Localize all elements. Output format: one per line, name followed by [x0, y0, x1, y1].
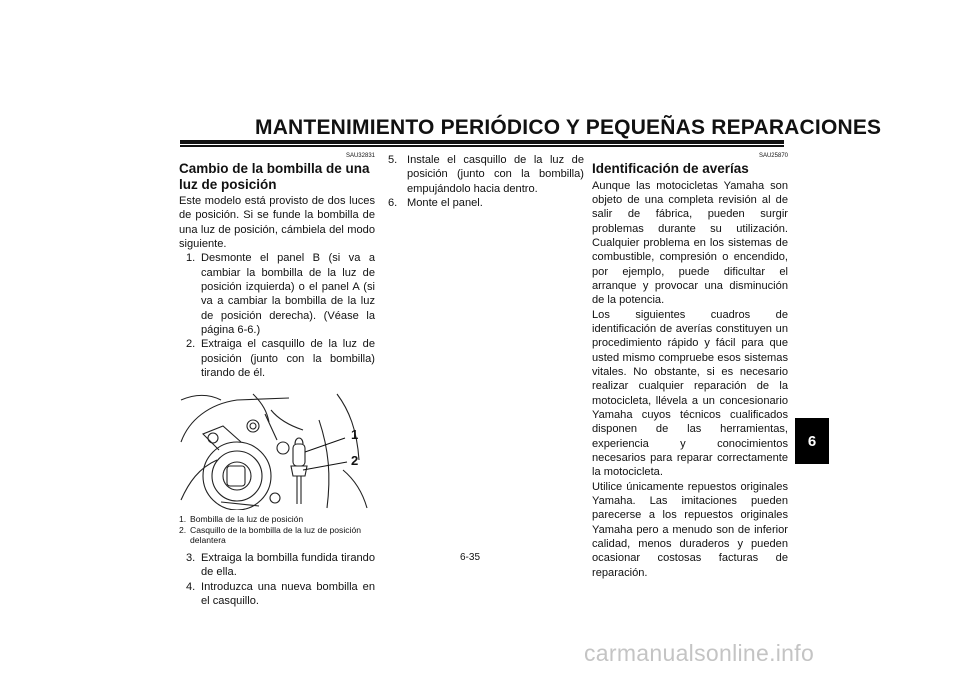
column-middle: [388, 153, 584, 210]
section-heading: Cambio de la bombilla de una luz de posición: [179, 161, 370, 192]
paragraph: Utilice únicamente repuestos originales Yamaha. Las imitaciones pueden parecerse a los repuestos originales Yamaha pero a menudo son de inferior calidad, menos duraderos y pueden ocasionar costosas facturas de reparación.: [592, 480, 788, 579]
step-number: 5.: [388, 154, 398, 166]
caption-item: [179, 525, 375, 546]
steps-list: [179, 251, 375, 380]
step-text: Introduzca una nueva bombilla en el casquillo.: [201, 580, 375, 607]
chapter-tab[interactable]: 6: [795, 418, 829, 464]
bulb-socket-drawing: [179, 390, 375, 510]
step-item: [388, 153, 584, 196]
step-text: Monte el panel.: [407, 197, 483, 210]
header-rule-thick: [180, 140, 784, 144]
step-text: Extraiga la bombilla fundida tirando de ella.: [201, 551, 375, 579]
step-number: 4.: [186, 580, 196, 593]
figure-captions: [179, 514, 375, 546]
step-item: [388, 196, 584, 210]
paragraph: Aunque las motocicletas Yamaha son objeto de una completa revisión al de salir de fábrica, pueden surgir problemas durante su utilización. Cualquier problema en los sistemas de combustible, compresión o encendido, por ejemplo, puede dificultar el arranque y provocar una disminución de la potencia.: [592, 179, 788, 307]
step-number: 1.: [186, 252, 196, 265]
callout-1: 1: [351, 427, 359, 443]
step-number: 2.: [186, 338, 196, 351]
section-intro: Este modelo está provisto de dos luces de posición. Si se funde la bombilla de una luz de posición, cámbiela del modo siguiente.: [179, 195, 375, 251]
bulb-illustration: [179, 390, 375, 510]
caption-number: 1.: [179, 514, 187, 525]
section-code: SAU25870: [758, 153, 788, 159]
page-number: 6-35: [460, 552, 481, 563]
step-item: [179, 580, 375, 609]
step-item: [179, 251, 375, 337]
section-code: SAU32831: [345, 153, 375, 159]
column-left: [179, 152, 375, 608]
step-text: Extraiga el casquillo de la luz de posición (junto con la bombilla) tirando de él.: [201, 338, 375, 380]
header-rule-thin: [180, 145, 784, 147]
paragraph: Los siguientes cuadros de identificación de averías constituyen un procedimiento rápido y fácil para que usted mismo compruebe esos sistemas vitales. No obstante, si es necesario realizar cualquier reparación de la motocicleta, llévela a un concesionario Yamaha cuyos técnicos cualificados disponen de las herramientas, experiencia y conocimientos necesarios para reparar correctamente la motocicleta.: [592, 308, 788, 479]
step-number: 6.: [388, 197, 398, 210]
section-heading: Identificación de averías: [592, 161, 749, 176]
callout-2: 2: [351, 453, 359, 469]
step-item: [179, 337, 375, 380]
site-watermark[interactable]: carmanualsonline.info: [584, 640, 815, 666]
caption-text: Bombilla de la luz de posición: [190, 514, 304, 525]
step-item: [179, 551, 375, 580]
step-number: 3.: [186, 551, 196, 564]
caption-text: Casquillo de la bombilla de la luz de posición delantera: [190, 524, 362, 546]
steps-list-continued: [179, 551, 375, 608]
steps-list-final: [388, 153, 584, 210]
step-text: Desmonte el panel B (si va a cambiar la bombilla de la luz de posición izquierda) o el panel A (si va a cambiar la bombilla de la luz de posición derecha). (Véase la página 6-6.): [201, 252, 375, 337]
caption-number: 2.: [179, 524, 187, 535]
column-right: [592, 152, 788, 580]
step-text: Instale el casquillo de la luz de posición (junto con la bombilla) empujándolo hacia dentro.: [407, 154, 584, 195]
page-header-title: MANTENIMIENTO PERIÓDICO Y PEQUEÑAS REPARACIONES: [255, 116, 882, 139]
caption-item: [179, 514, 375, 525]
